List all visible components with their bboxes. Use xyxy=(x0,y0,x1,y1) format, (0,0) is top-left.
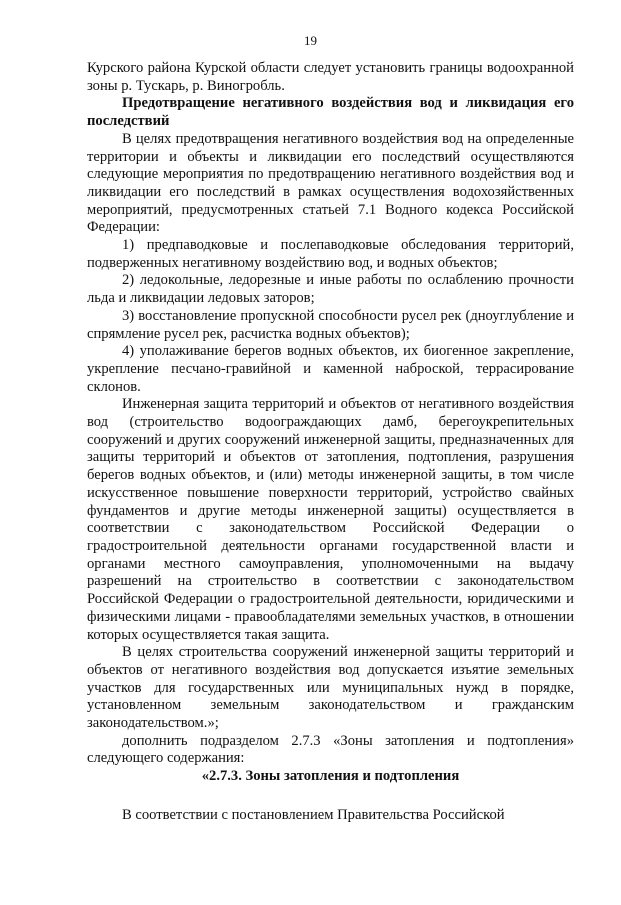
document-body xyxy=(87,60,574,825)
paragraph-intro: Курского района Курской области следует установить границы водоохранной зоны р. Тускарь, р. Виногробль. xyxy=(87,60,574,94)
list-item-2: 2) ледокольные, ледорезные и иные работы по ослаблению прочности льда и ликвидации ледовых заторов; xyxy=(87,272,574,307)
subsection-heading: «2.7.3. Зоны затопления и подтопления xyxy=(201,768,460,785)
paragraph-amendment: дополнить подразделом 2.7.3 «Зоны затопления и подтопления» следующего содержания: xyxy=(87,732,574,767)
section-heading: Предотвращение негативного воздействия вод и ликвидация его последствий xyxy=(87,95,574,130)
list-item-4: 4) уполаживание берегов водных объектов, их биогенное закрепление, укрепление песчано-гравийной и каменной наброской, террасирование склонов. xyxy=(87,343,574,395)
paragraph-engineering-protection: Инженерная защита территорий и объектов от негативного воздействия вод (строительство водоограждающих дамб, берегоукрепительных сооружений и других сооружений инженерной защиты, предназначенных для защиты территорий и объектов от затопления, подтопления, разрушения берегов водных объектов, и (или) методы инженерной защиты, в том числе искусственное повышение поверхности территорий, устройство свайных фундаментов и другие методы инженерной защиты) осуществляется в соответствии с законодательством Российской Федерации о градостроительной деятельности органами государственной власти и органами местного самоуправления, уполномоченными на выдачу разрешений на строительство в соответствии с законодательством Российской Федерации о градостроительной деятельности, юридическими и физическими лицами - правообладателями земельных участков, в отношении которых осуществляется такая защита. xyxy=(87,396,574,643)
page-number: 19 xyxy=(304,33,317,48)
spacer xyxy=(87,786,574,807)
list-item-3: 3) восстановление пропускной способности русел рек (дноуглубление и спрямление русел рек, расчистка водных объектов); xyxy=(87,307,574,342)
paragraph-government-decree: В соответствии с постановлением Правительства Российской xyxy=(122,806,505,823)
list-item-1: 1) предпаводковые и послепаводковые обследования территорий, подверженных негативному воздействию вод, и водных объектов; xyxy=(87,237,574,271)
paragraph-land-seizure: В целях строительства сооружений инженерной защиты территорий и объектов от негативного воздействия вод допускается изъятие земельных участков для государственных или муниципальных нужд в порядке, установленном земельным законодательством и гражданским законодательством.»; xyxy=(87,644,574,732)
paragraph-measures: В целях предотвращения негативного воздействия вод на определенные территории и объекты и ликвидации его последствий осуществляются следующие мероприятия по предотвращению негативного воздействия вод и ликвидации его последствий в рамках осуществления водохозяйственных мероприятий, предусмотренных статьей 7.1 Водного кодекса Российской Федерации: xyxy=(87,130,574,236)
